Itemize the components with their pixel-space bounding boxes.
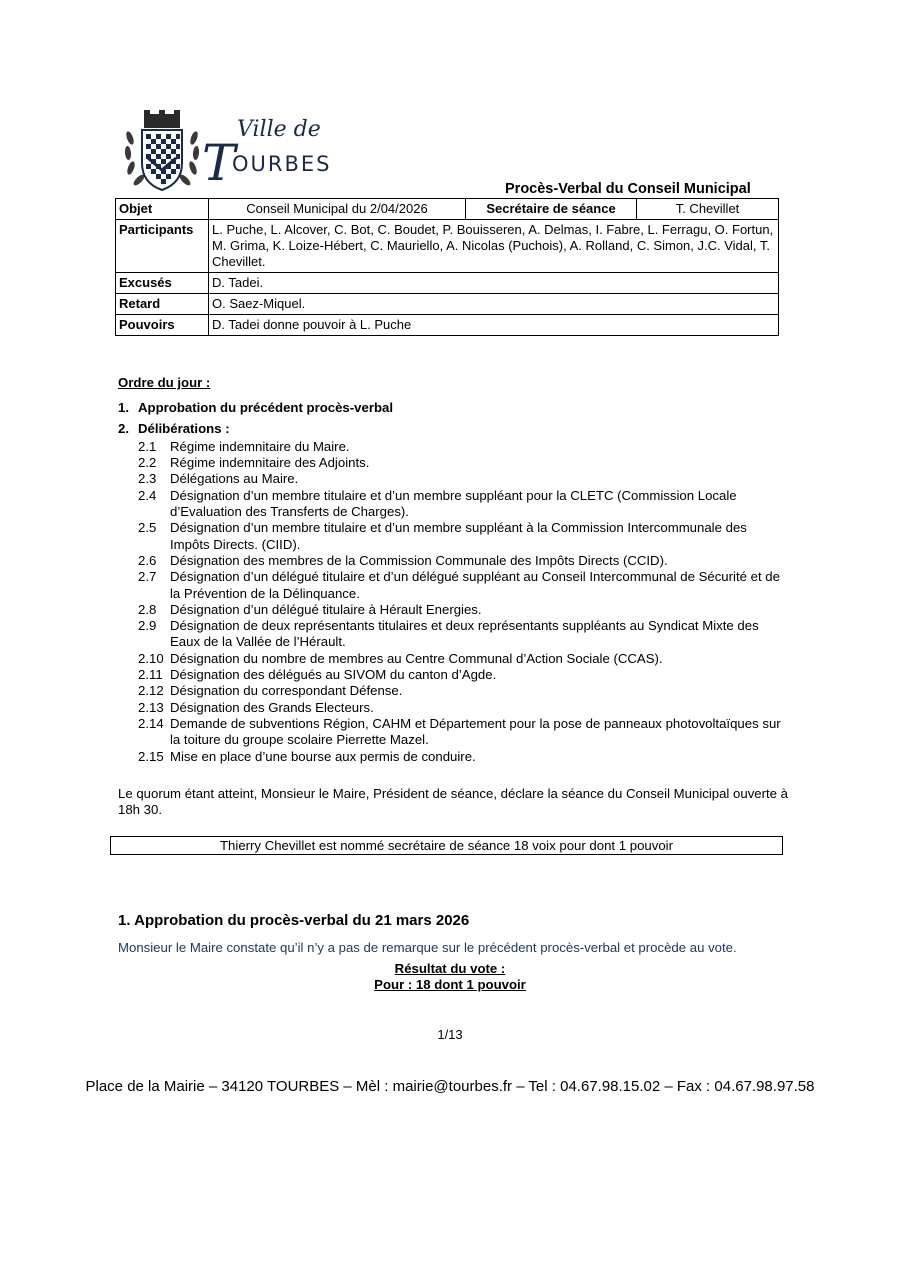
subitem-text: Désignation des délégués au SIVOM du canton d’Agde.	[170, 667, 497, 683]
subitem-number: 2.7	[138, 569, 157, 585]
page-number: 1/13	[437, 1027, 463, 1042]
excuses-label: Excusés	[116, 273, 209, 294]
town-logo	[122, 108, 342, 196]
list-item	[138, 749, 788, 765]
list-item	[138, 683, 788, 699]
vote-result: Pour : 18 dont 1 pouvoir	[374, 977, 526, 992]
list-item	[138, 520, 788, 553]
table-row	[116, 199, 779, 220]
list-item	[138, 553, 788, 569]
table-row	[116, 294, 779, 315]
svg-text:OURBES: OURBES	[232, 152, 332, 176]
subitem-text: Désignation d’un membre titulaire et d’un membre suppléant pour la CLETC (Commission Locale d’Evaluation des Transferts de Charges).	[170, 487, 737, 520]
retard-value: O. Saez-Miquel.	[209, 294, 779, 315]
secretaire-value: T. Chevillet	[637, 199, 779, 220]
subitem-number: 2.1	[138, 438, 157, 454]
subitem-text: Désignation des membres de la Commission Communale des Impôts Directs (CCID).	[170, 552, 668, 568]
subitem-text: Désignation du correspondant Défense.	[170, 683, 403, 699]
crest-icon	[122, 108, 342, 196]
table-row	[116, 315, 779, 336]
quorum-paragraph: Le quorum étant atteint, Monsieur le Maire, Président de séance, déclare la séance du Conseil Municipal ouverte à 18h 30.	[118, 786, 789, 818]
agenda-item-number: 2.	[118, 420, 129, 436]
pouvoirs-value: D. Tadei donne pouvoir à L. Puche	[209, 315, 779, 336]
subitem-number: 2.6	[138, 552, 157, 568]
subitem-number: 2.2	[138, 455, 157, 471]
svg-text:T: T	[202, 134, 236, 192]
list-item	[138, 569, 788, 602]
secretaire-label: Secrétaire de séance	[466, 199, 637, 220]
subitem-number: 2.13	[138, 699, 164, 715]
pouvoirs-label: Pouvoirs	[116, 315, 209, 336]
list-item	[138, 602, 788, 618]
table-row	[116, 220, 779, 273]
subitem-number: 2.4	[138, 487, 157, 503]
subitem-text: Délégations au Maire.	[170, 471, 299, 487]
agenda-item-text: Délibérations :	[138, 420, 230, 436]
list-item	[138, 667, 788, 683]
excuses-value: D. Tadei.	[209, 273, 779, 294]
secretary-nomination-box: Thierry Chevillet est nommé secrétaire de séance 18 voix pour dont 1 pouvoir	[110, 836, 783, 855]
subitem-number: 2.5	[138, 520, 157, 536]
document-title: Procès-Verbal du Conseil Municipal	[505, 181, 751, 197]
retard-label: Retard	[116, 294, 209, 315]
objet-value: Conseil Municipal du 2/04/2026	[209, 199, 466, 220]
subitem-text: Mise en place d’une bourse aux permis de conduire.	[170, 748, 476, 764]
objet-label: Objet	[116, 199, 209, 220]
agenda-item-2	[118, 421, 788, 437]
agenda-item-text: Approbation du précédent procès-verbal	[138, 400, 393, 416]
list-item	[138, 488, 788, 521]
agenda-title: Ordre du jour :	[118, 375, 211, 390]
table-row	[116, 273, 779, 294]
agenda	[118, 375, 788, 765]
participants-label: Participants	[116, 220, 209, 273]
subitem-number: 2.9	[138, 618, 157, 634]
subitem-text: Désignation d’un délégué titulaire à Hérault Energies.	[170, 601, 482, 617]
meeting-info-table	[115, 198, 779, 336]
subitem-text: Régime indemnitaire du Maire.	[170, 438, 350, 454]
subitem-number: 2.11	[138, 667, 163, 683]
subitem-text: Désignation de deux représentants titulaires et deux représentants suppléants au Syndicat Mixte des Eaux de la Vallée de l’Hérault.	[170, 618, 759, 650]
subitem-text: Demande de subventions Région, CAHM et Département pour la pose de panneaux photovoltaïques sur la toiture du groupe scolaire Pierrette Mazel.	[170, 715, 781, 748]
deliberations-list	[118, 439, 788, 765]
svg-text:Ville de: Ville de	[237, 117, 321, 142]
agenda-item-number: 1.	[118, 400, 129, 416]
list-item	[138, 455, 788, 471]
agenda-item-1	[118, 400, 788, 416]
section-heading: 1. Approbation du procès-verbal du 21 mars 2026	[118, 912, 470, 929]
subitem-number: 2.14	[138, 715, 164, 731]
list-item	[138, 651, 788, 667]
list-item	[138, 618, 788, 651]
list-item	[138, 439, 788, 455]
subitem-text: Désignation des Grands Electeurs.	[170, 699, 374, 715]
subitem-number: 2.3	[138, 471, 157, 487]
subitem-text: Désignation du nombre de membres au Centre Communal d’Action Sociale (CCAS).	[170, 650, 663, 666]
subitem-number: 2.10	[138, 650, 164, 666]
subitem-text: Désignation d’un membre titulaire et d’un membre suppléant à la Commission Intercommunale des Impôts Directs. (CIID).	[170, 520, 747, 552]
subitem-number: 2.8	[138, 601, 157, 617]
subitem-number: 2.12	[138, 683, 164, 699]
list-item	[138, 716, 788, 749]
vote-title: Résultat du vote :	[394, 961, 506, 976]
list-item	[138, 471, 788, 487]
participants-value: L. Puche, L. Alcover, C. Bot, C. Boudet, P. Bouisseren, A. Delmas, I. Fabre, L. Ferragu, O. Fortun, M. Grima, K. Loize-Hébert, C. Mauriello, A. Nicolas (Puchois), A. Rolland, C. Simon, J.C. Vidal, T. Chevillet.	[209, 220, 779, 273]
section-note: Monsieur le Maire constate qu’il n’y a pas de remarque sur le précédent procès-verbal et procède au vote.	[118, 940, 737, 955]
subitem-text: Régime indemnitaire des Adjoints.	[170, 455, 370, 471]
list-item	[138, 700, 788, 716]
subitem-number: 2.15	[138, 748, 164, 764]
footer-contact: Place de la Mairie – 34120 TOURBES – Mèl : mairie@tourbes.fr – Tel : 04.67.98.15.02 – Fax : 04.67.98.97.58	[85, 1078, 815, 1095]
subitem-text: Désignation d’un délégué titulaire et d’un délégué suppléant au Conseil Intercommunal de Sécurité et de la Prévention de la Délinquance.	[170, 569, 780, 601]
